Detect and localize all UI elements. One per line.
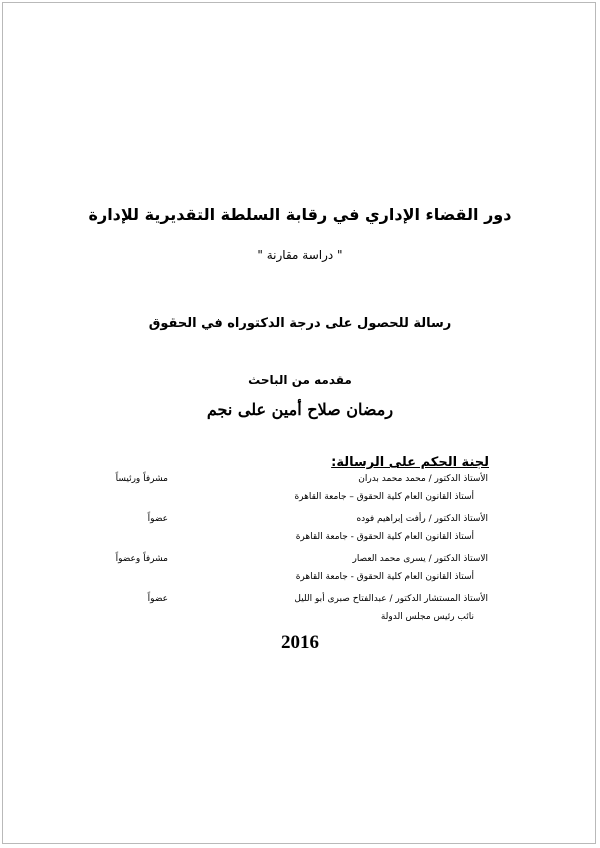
committee-member — [0, 554, 600, 594]
member-name: الأستاذ المستشار الدكتور / عبدالفتاح صبرى أبو الليل — [294, 594, 488, 604]
thesis-year: 2016 — [281, 632, 319, 653]
member-role: مشرفاً ورئيساً — [115, 474, 168, 484]
member-affiliation: أستاذ القانون العام كلية الحقوق - جامعة القاهرة — [295, 572, 474, 582]
member-role: عضواً — [147, 594, 168, 604]
member-name: الأستاذ الدكتور / رأفت إبراهيم فوده — [356, 514, 488, 524]
committee-member — [0, 514, 600, 554]
member-name: الاستاذ الدكتور / يسرى محمد العصار — [352, 554, 488, 564]
member-role: مشرفاً وعضواً — [115, 554, 168, 564]
researcher-name: رمضان صلاح أمين على نجم — [206, 400, 394, 419]
member-affiliation: أستاذ القانون العام كلية الحقوق – جامعة القاهرة — [294, 492, 474, 502]
member-role: عضواً — [147, 514, 168, 524]
thesis-subtitle: " دراسة مقارنة " — [257, 248, 343, 262]
presented-by-label: مقدمه من الباحث — [248, 373, 352, 387]
committee-member — [0, 474, 600, 514]
thesis-title: دور القضاء الإداري في رقابة السلطة التقديرية للإدارة — [88, 205, 512, 224]
committee-heading: لجنة الحكم على الرسالة: — [331, 455, 489, 470]
member-affiliation: نائب رئيس مجلس الدولة — [380, 612, 474, 622]
degree-purpose: رسالة للحصول على درجة الدكتوراه في الحقوق — [148, 316, 452, 331]
committee-member — [0, 594, 600, 634]
committee-list — [0, 474, 600, 634]
member-affiliation: أستاذ القانون العام كلية الحقوق - جامعة القاهرة — [295, 532, 474, 542]
page-border — [2, 2, 596, 844]
member-name: الأستاذ الدكتور / محمد محمد بدران — [358, 474, 488, 484]
